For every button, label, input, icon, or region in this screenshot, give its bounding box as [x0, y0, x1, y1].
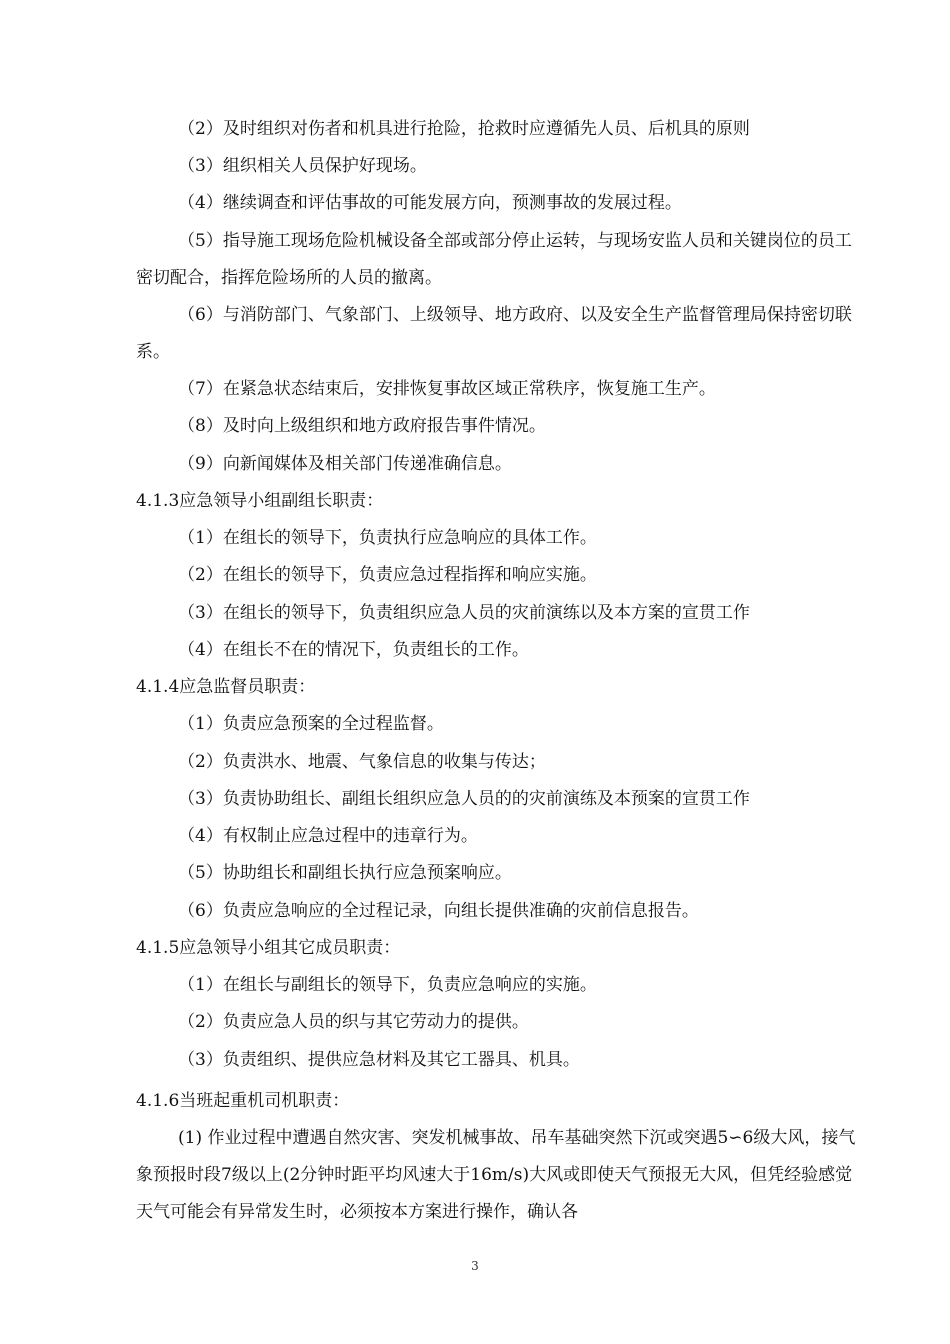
paragraph-item-8: （8）及时向上级组织和地方政府报告事件情况。 — [178, 416, 546, 436]
paragraph-item-4: （4）继续调查和评估事故的可能发展方向，预测事故的发展过程。 — [178, 193, 682, 213]
paragraph-item-3: （3）组织相关人员保护好现场。 — [178, 156, 427, 176]
paragraph-item-5: （5）协助组长和副组长执行应急预案响应。 — [178, 863, 512, 883]
paragraph-item-1: (1) 作业过程中遭遇自然灾害、突发机械事故、吊车基础突然下沉或突遇5∽6级大风，接气象预报时段7级以上(2分钟时距平均风速大于16m/s)大风或即使天气预报无大风，但凭经验感觉天气可能会有异常发生时，必须按本方案进行操作，确认各 — [136, 1128, 856, 1222]
paragraph-item-6: （6）负责应急响应的全过程记录，向组长提供准确的灾前信息报告。 — [178, 901, 699, 921]
section-heading-4-1-6: 4.1.6当班起重机司机职责： — [136, 1091, 350, 1111]
paragraph-item-2: （2）在组长的领导下，负责应急过程指挥和响应实施。 — [178, 565, 597, 585]
paragraph-item-4: （4）有权制止应急过程中的违章行为。 — [178, 826, 478, 846]
paragraph-item-4: （4）在组长不在的情况下，负责组长的工作。 — [178, 640, 529, 660]
paragraph-item-7: （7）在紧急状态结束后，安排恢复事故区域正常秩序，恢复施工生产。 — [178, 379, 716, 399]
section-heading-4-1-4: 4.1.4应急监督员职责： — [136, 677, 316, 697]
paragraph-item-5: （5）指导施工现场危险机械设备全部或部分停止运转，与现场安监人员和关键岗位的员工密切配合，指挥危险场所的人员的撤离。 — [136, 231, 852, 288]
paragraph-item-3: （3）负责协助组长、副组长组织应急人员的的灾前演练及本预案的宣贯工作 — [178, 789, 750, 809]
paragraph-item-3: （3）在组长的领导下，负责组织应急人员的灾前演练以及本方案的宣贯工作 — [178, 603, 750, 623]
paragraph-item-2: （2）及时组织对伤者和机具进行抢险，抢救时应遵循先人员、后机具的原则 — [178, 119, 750, 139]
paragraph-item-1: （1）在组长与副组长的领导下，负责应急响应的实施。 — [178, 975, 597, 995]
paragraph-item-9: （9）向新闻媒体及相关部门传递准确信息。 — [178, 454, 512, 474]
paragraph-item-2: （2）负责洪水、地震、气象信息的收集与传达； — [178, 752, 546, 772]
section-heading-4-1-3: 4.1.3应急领导小组副组长职责： — [136, 491, 384, 511]
section-heading-4-1-5: 4.1.5应急领导小组其它成员职责： — [136, 938, 401, 958]
page-number: 3 — [471, 1259, 479, 1273]
paragraph-item-6: （6）与消防部门、气象部门、上级领导、地方政府、以及安全生产监督管理局保持密切联系。 — [136, 305, 852, 362]
paragraph-item-1: （1）负责应急预案的全过程监督。 — [178, 714, 444, 734]
paragraph-item-2: （2）负责应急人员的织与其它劳动力的提供。 — [178, 1012, 529, 1032]
paragraph-item-3: （3）负责组织、提供应急材料及其它工器具、机具。 — [178, 1050, 580, 1070]
paragraph-item-1: （1）在组长的领导下，负责执行应急响应的具体工作。 — [178, 528, 597, 548]
